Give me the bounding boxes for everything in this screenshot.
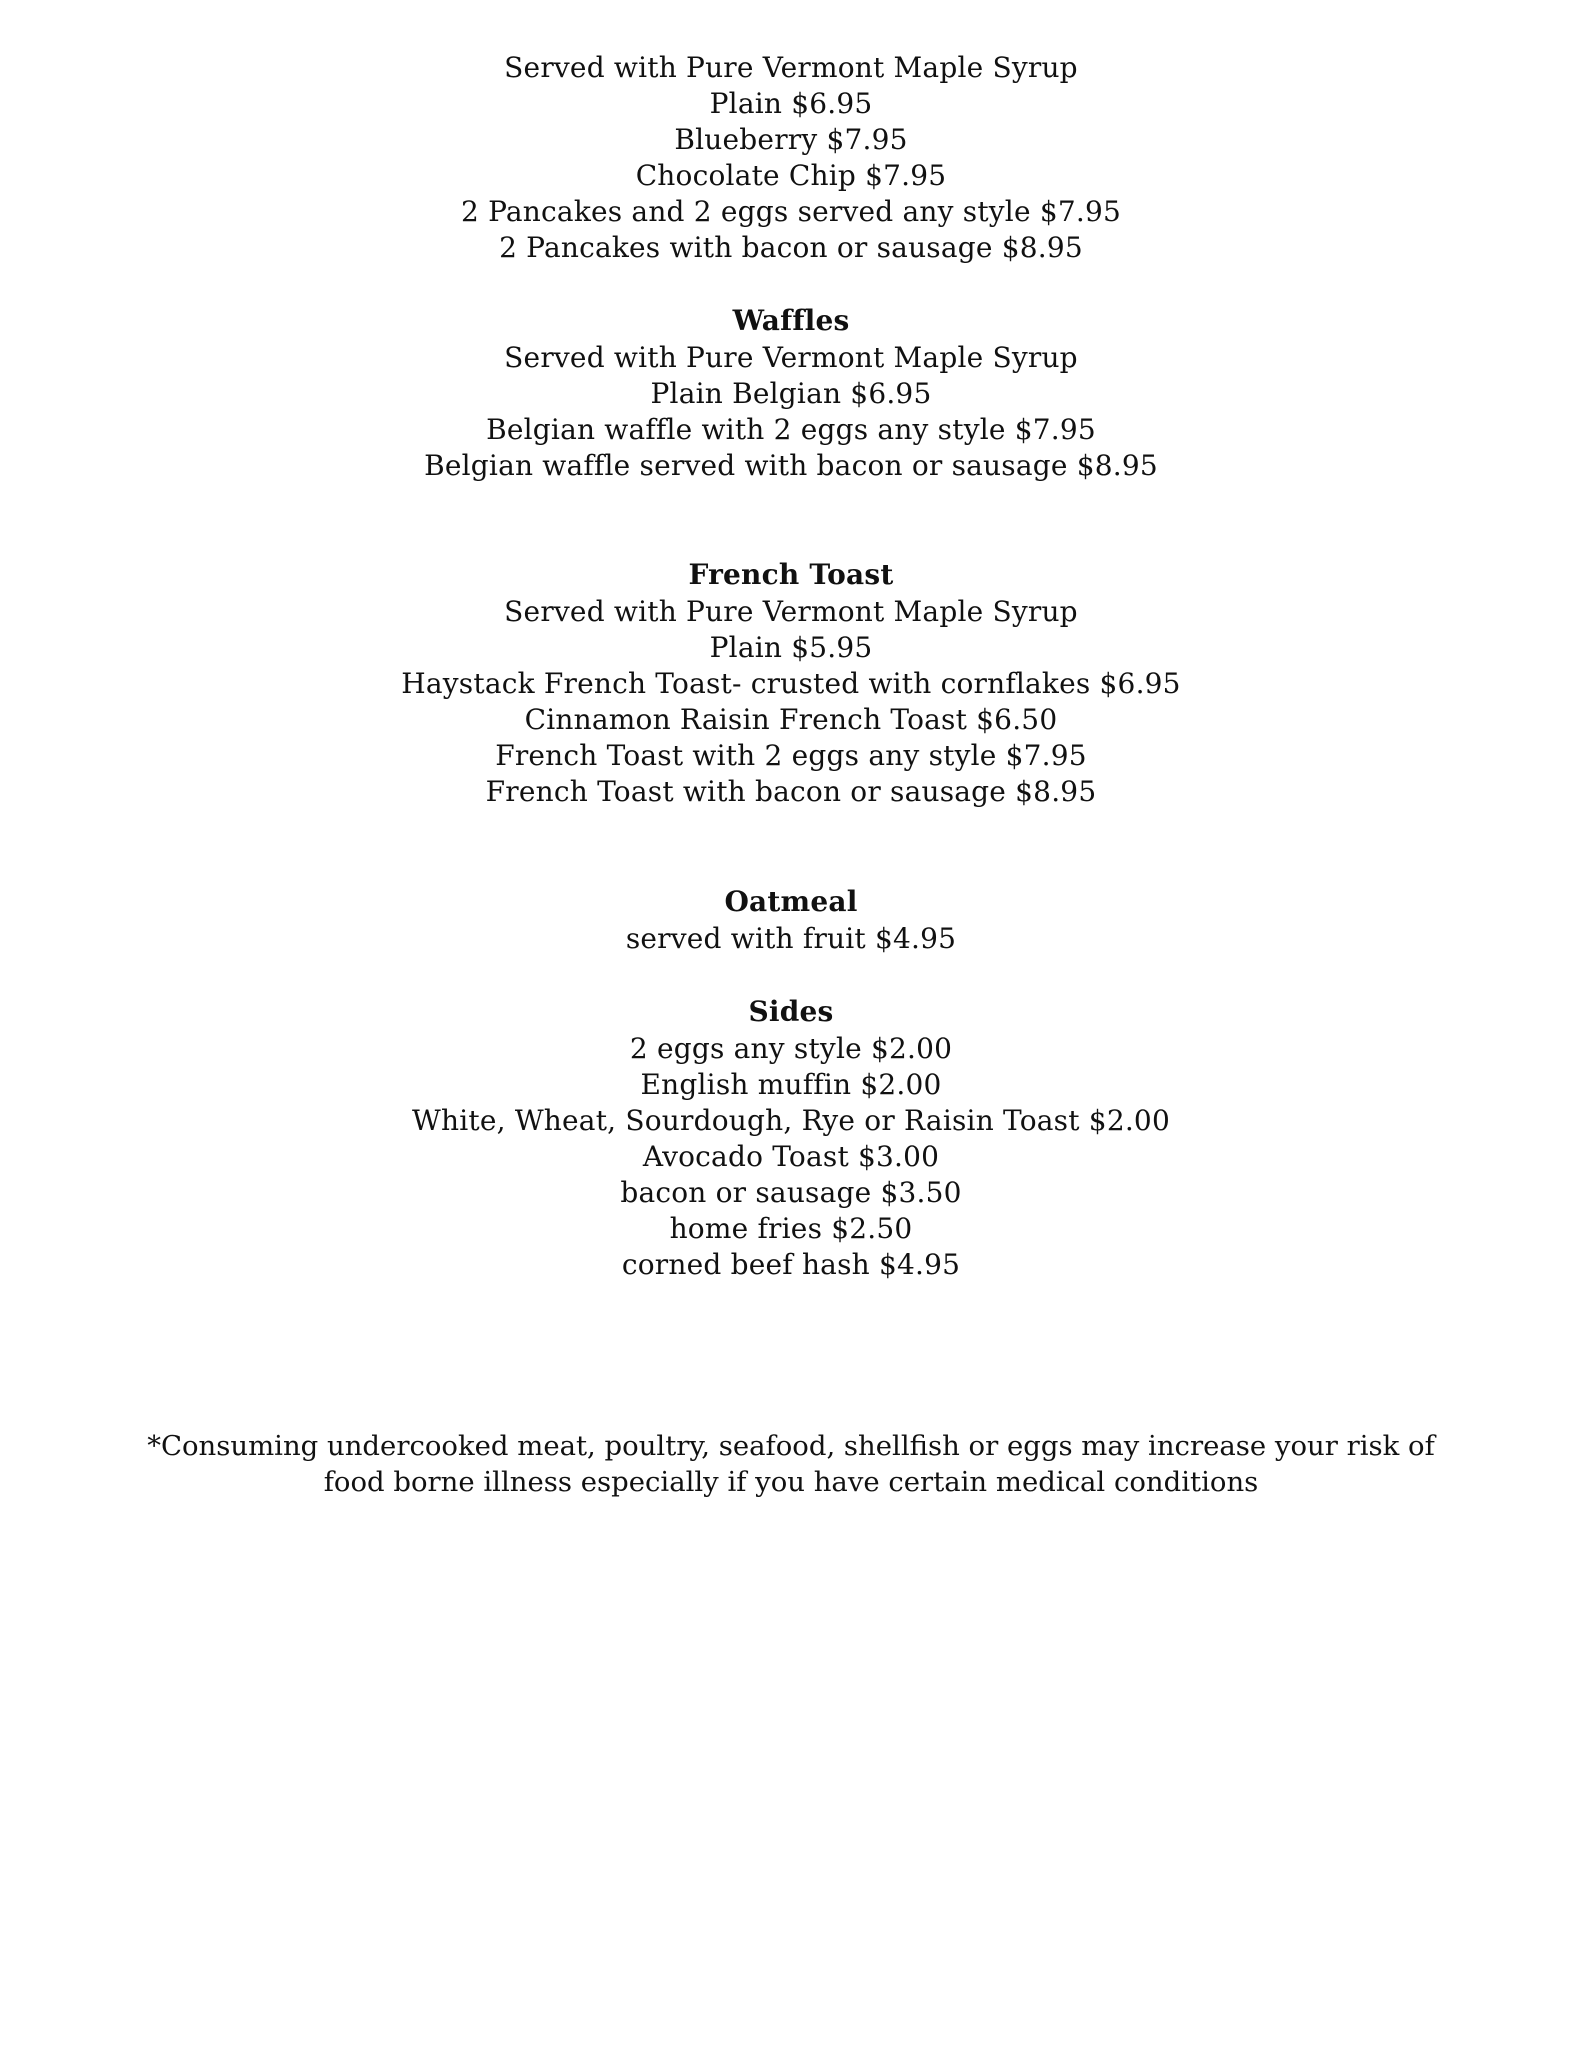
french-toast-item: Cinnamon Raisin French Toast $6.50 <box>524 703 1058 736</box>
pancakes-item: 2 Pancakes with bacon or sausage $8.95 <box>499 231 1083 264</box>
waffles-heading: Waffles <box>732 304 850 337</box>
disclaimer-line-2: food borne illness especially if you have certain medical conditions <box>323 1466 1259 1498</box>
disclaimer-line-1: *Consuming undercooked meat, poultry, seafood, shellfish or eggs may increase your risk of <box>147 1430 1435 1462</box>
pancakes-item: 2 Pancakes and 2 eggs served any style $7.95 <box>461 195 1121 228</box>
pancakes-item: Plain $6.95 <box>709 87 873 120</box>
french-toast-item: French Toast with bacon or sausage $8.95 <box>485 775 1097 808</box>
waffles-item: Belgian waffle served with bacon or sausage $8.95 <box>424 449 1158 482</box>
waffles-item: Plain Belgian $6.95 <box>650 377 932 410</box>
sides-item: home fries $2.50 <box>669 1212 913 1245</box>
sides-item: corned beef hash $4.95 <box>621 1248 961 1281</box>
french-toast-item: Plain $5.95 <box>709 631 873 664</box>
oatmeal-heading: Oatmeal <box>724 885 858 918</box>
french-toast-item: Haystack French Toast- crusted with cornflakes $6.95 <box>401 667 1181 700</box>
sides-item: bacon or sausage $3.50 <box>620 1176 962 1209</box>
pancakes-item: Blueberry $7.95 <box>674 123 908 156</box>
sides-heading: Sides <box>748 995 834 1028</box>
sides-item: White, Wheat, Sourdough, Rye or Raisin Toast $2.00 <box>412 1104 1170 1137</box>
waffles-item: Belgian waffle with 2 eggs any style $7.95 <box>486 413 1096 446</box>
french-toast-item: Served with Pure Vermont Maple Syrup <box>504 595 1078 628</box>
oatmeal-item: served with fruit $4.95 <box>625 922 957 955</box>
waffles-item: Served with Pure Vermont Maple Syrup <box>504 341 1078 374</box>
pancakes-item: Served with Pure Vermont Maple Syrup <box>504 51 1078 84</box>
pancakes-item: Chocolate Chip $7.95 <box>635 159 947 192</box>
sides-item: English muffin $2.00 <box>640 1068 942 1101</box>
sides-item: Avocado Toast $3.00 <box>642 1140 940 1173</box>
french-toast-item: French Toast with 2 eggs any style $7.95 <box>495 739 1087 772</box>
sides-item: 2 eggs any style $2.00 <box>629 1032 953 1065</box>
french-toast-heading: French Toast <box>688 558 894 591</box>
